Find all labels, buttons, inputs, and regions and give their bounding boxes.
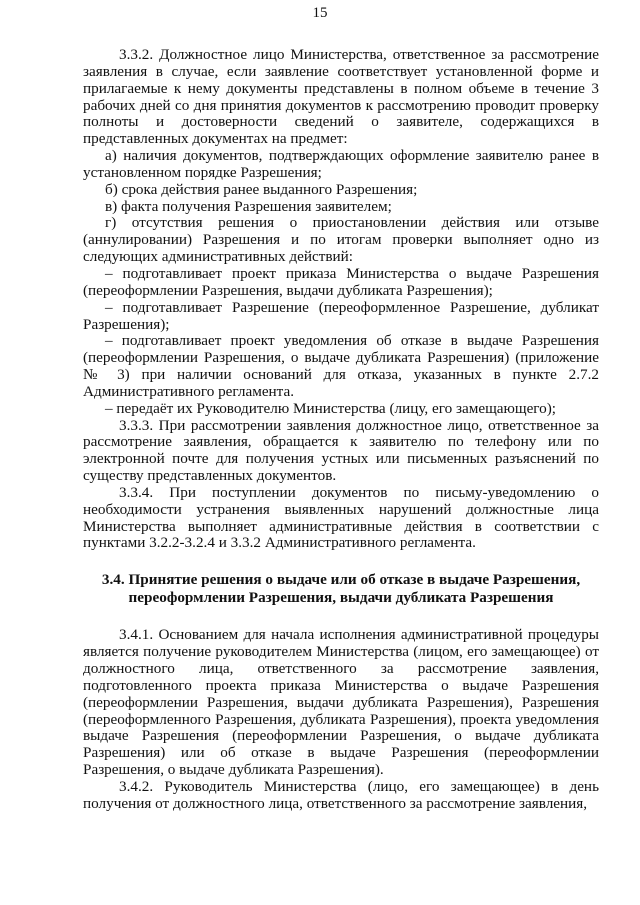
list-item-a: а) наличия документов, подтверждающих оформление заявителю ранее в установленном порядке Разрешения; xyxy=(83,147,599,181)
paragraph-3-3-4: 3.3.4. При поступлении документов по письму-уведомлению о необходимости устранения выявленных нарушений должностные лица Министерства выполняет административные действия в соответствии с пунктами 3.2.2-3.2.4 и 3.3.2 Административного регламента. xyxy=(83,483,599,552)
list-item-b: б) срока действия ранее выданного Разрешения; xyxy=(105,180,418,198)
dash-item-3: – подготавливает проект уведомления об отказе в выдаче Разрешения (переоформлении Разрешения, о выдаче дубликата Разрешения) (приложение № 3) при наличии оснований для отказа, указанных в пункте 2.7.2 Административного регламента. xyxy=(83,332,599,400)
paragraph-3-4-2: 3.4.2. Руководитель Министерства (лицо, его замещающее) в день получения от должностного лица, ответственного за рассмотрение заявления, xyxy=(83,777,599,812)
list-item-v: в) факта получения Разрешения заявителем; xyxy=(105,197,392,215)
list-item-g: г) отсутствия решения о приостановлении действия или отзыве (аннулировании) Разрешения и по итогам проверки выполняет одно из следующих административных действий: xyxy=(83,214,599,266)
paragraph-3-3-2: 3.3.2. Должностное лицо Министерства, ответственное за рассмотрение заявления в случае, если заявление соответствует установленной форме и прилагаемые к нему документы представлены в полном объеме в течение 3 рабочих дней со дня принятия документов к рассмотрению проводит проверку полноты и достоверности сведений о заявителе, содержащихся в представленных документах на предмет: xyxy=(83,46,599,148)
document-body xyxy=(83,47,599,813)
page-number: 15 xyxy=(312,5,328,21)
dash-item-4: – передаёт их Руководителю Министерства (лицу, его замещающего); xyxy=(105,399,557,417)
paragraph-3-3-3: 3.3.3. При рассмотрении заявления должностное лицо, ответственное за рассмотрение заявления, обращается к заявителю по телефону или по электронной почте для получения устных или письменных разъяснений по существу представленных документов. xyxy=(83,416,599,485)
dash-item-2: – подготавливает Разрешение (переоформленное Разрешение, дубликат Разрешения); xyxy=(83,298,599,333)
section-heading-3-4 xyxy=(83,571,599,606)
dash-item-1: – подготавливает проект приказа Министерства о выдаче Разрешения (переоформлении Разрешения, выдачи дубликата Разрешения); xyxy=(83,264,599,299)
section-heading-line-2: переоформлении Разрешения, выдачи дубликата Разрешения xyxy=(128,588,554,606)
section-heading-line-1: 3.4. Принятие решения о выдаче или об отказе в выдаче Разрешения, xyxy=(101,571,581,589)
paragraph-3-4-1: 3.4.1. Основанием для начала исполнения административной процедуры является получение руководителем Министерства (лицом, его замещающее) от должностного лица, ответственного за рассмотрение заявления, подготовленного проекта приказа Министерства о выдаче Разрешения (переоформлении Разрешения, выдачи дубликата Разрешения), Разрешения (переоформленного Разрешения, дубликата Разрешения), проекта уведомления выдаче Разрешения (переоформлении Разрешения, о выдаче дубликата Разрешения) или об отказе в выдаче Разрешения (переоформлении Разрешения, о выдаче дубликата Разрешения). xyxy=(83,626,599,779)
